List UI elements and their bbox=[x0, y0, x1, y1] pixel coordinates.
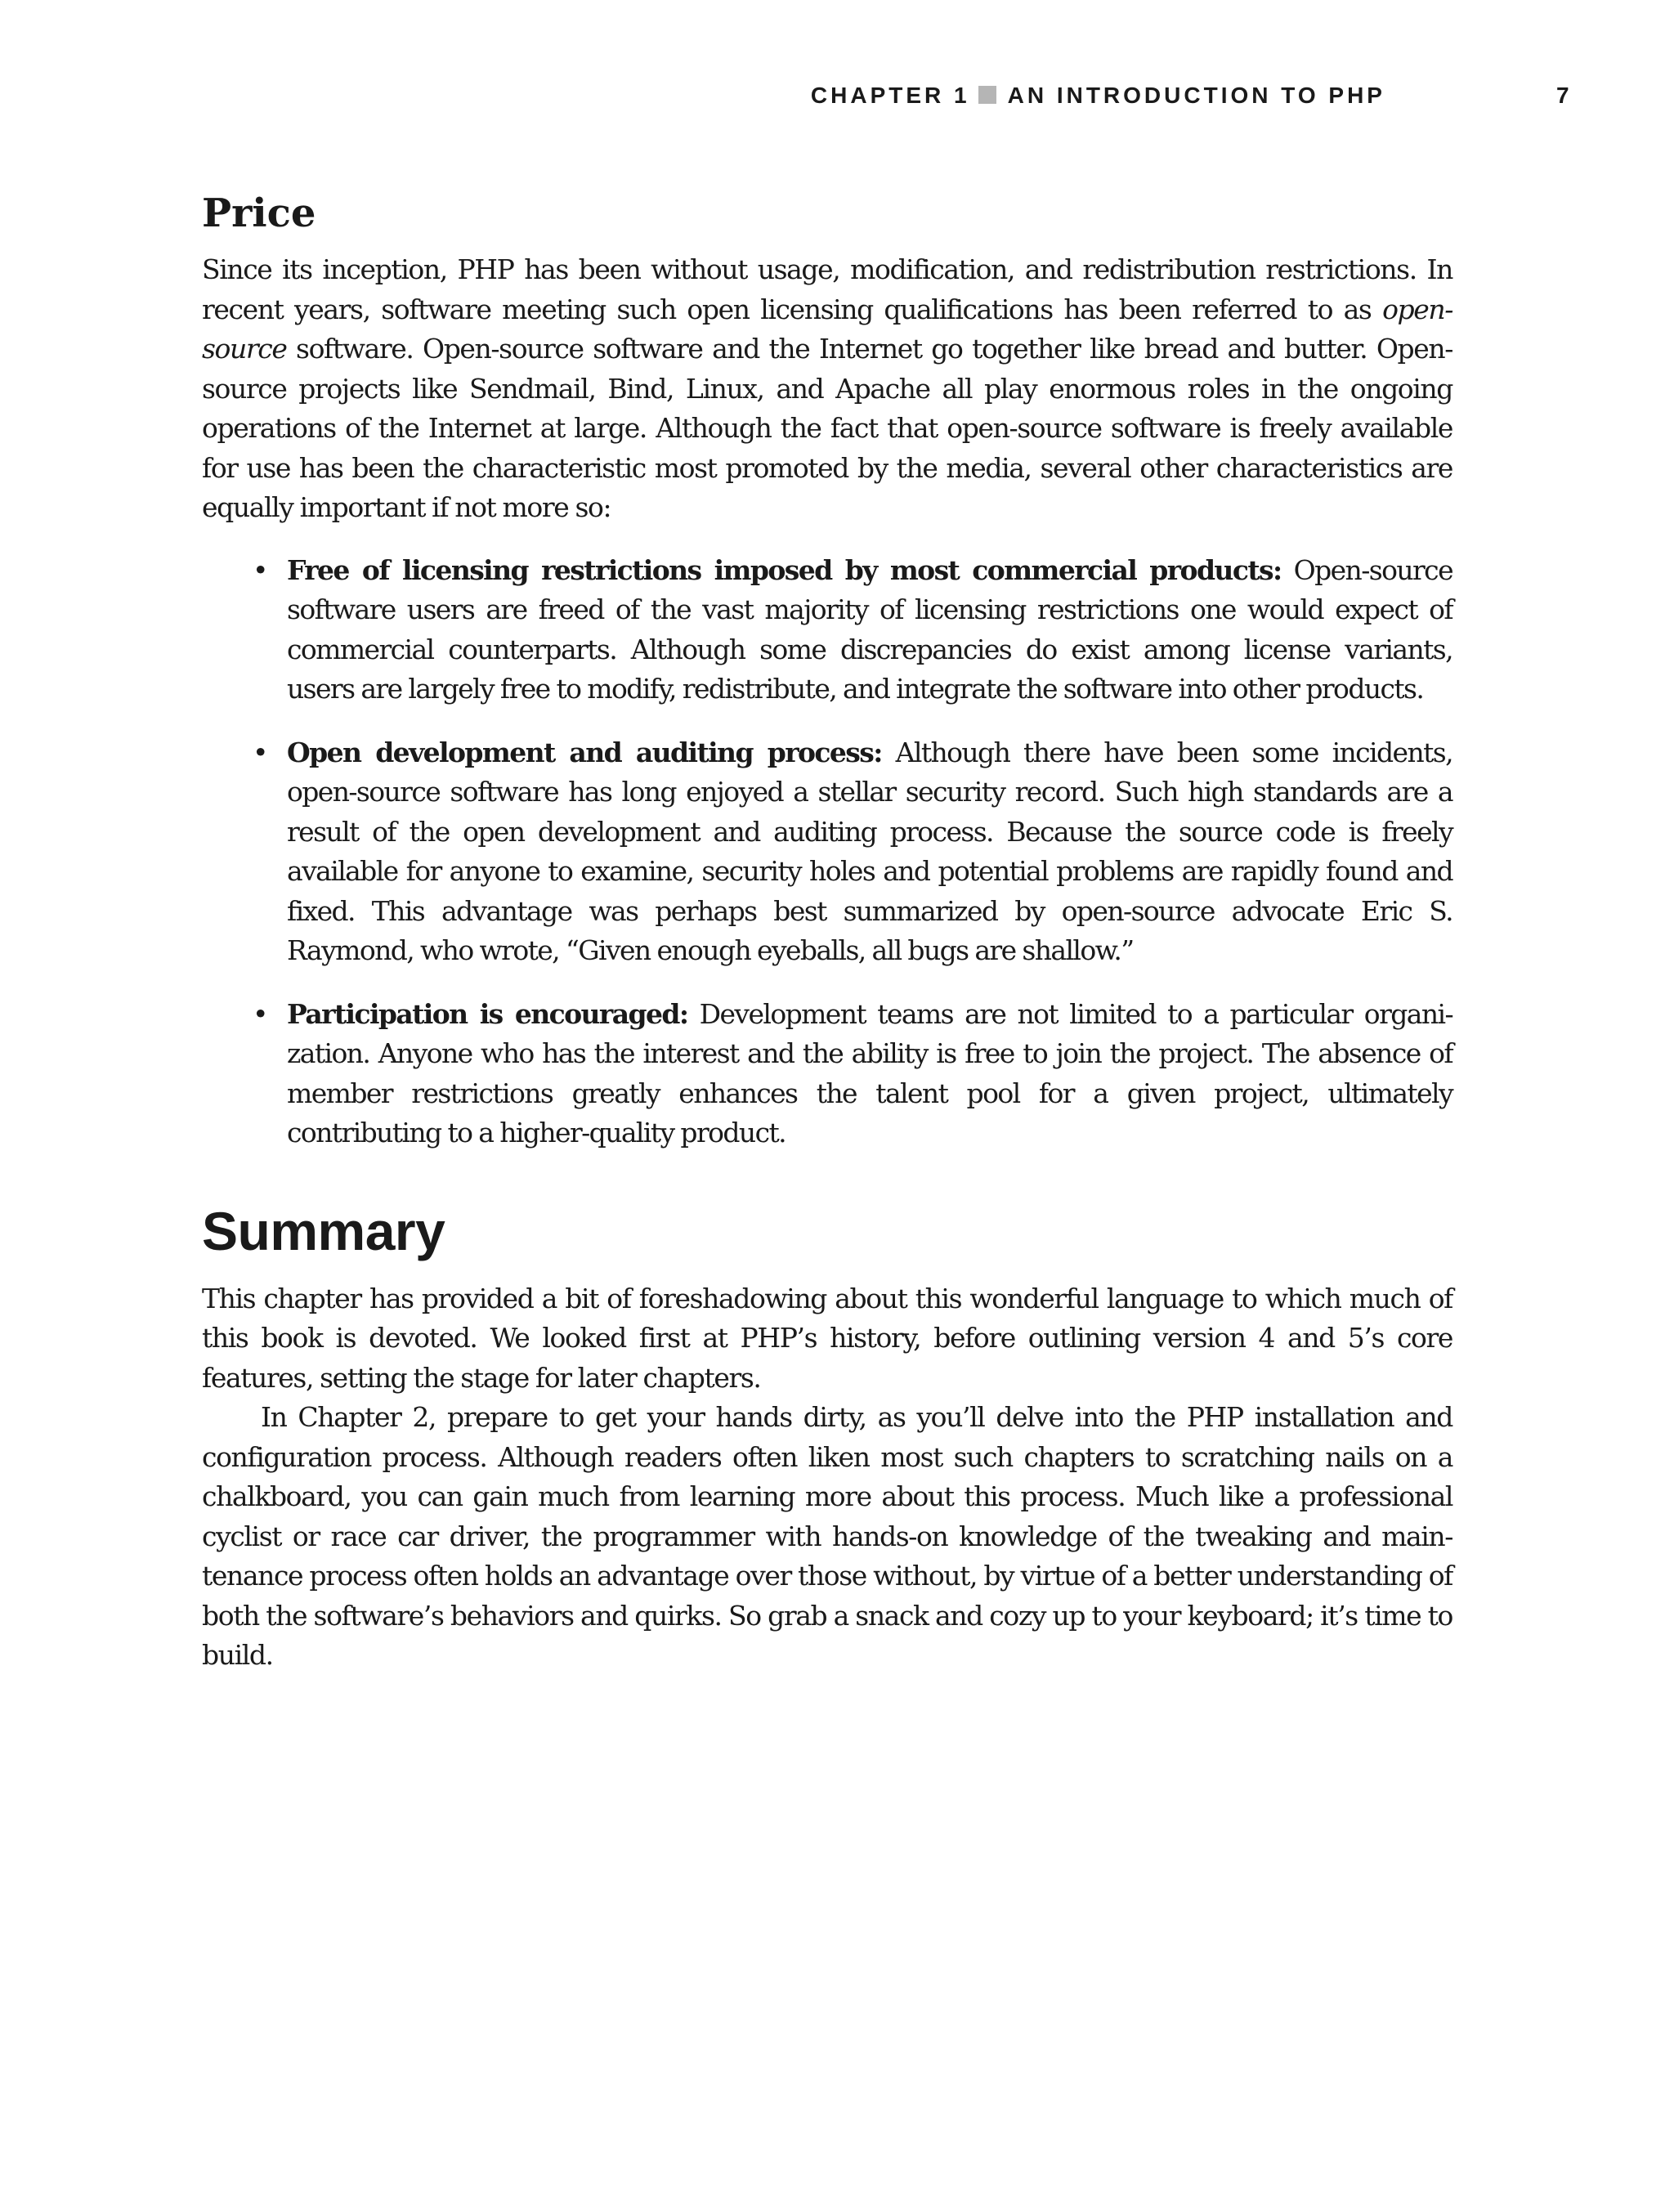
bullet-term: Free of licensing restrictions imposed by most commercial products: bbox=[287, 553, 1282, 586]
page-body bbox=[202, 185, 1452, 1676]
price-heading: Price bbox=[202, 190, 316, 236]
header-separator-square-icon bbox=[978, 86, 996, 104]
price-bullet-list bbox=[202, 551, 1452, 1153]
summary-paragraph-2: In Chapter 2, prepare to get your hands dirty, as you’ll delve into the PHP installation and configuration process. Although readers often liken most such chapters to scratching nails on a chalkboard, you can gain much from learning more about this process. Much like a professional cyclist or race car driver, the programmer with hands-on knowledge of the tweaking and main-tenance process often holds an advantage over those without, by virtue of a better understanding of both the software’s behaviors and quirks. So grab a snack and cozy up to your keyboard; it’s time to build. bbox=[202, 1401, 1452, 1671]
chapter-label: CHAPTER 1 bbox=[810, 83, 970, 108]
bullet-icon: • bbox=[253, 553, 267, 586]
bullet-text: Although there have been some incidents, open-source software has long enjoyed a stellar security record. Such high standards are a result of the open development and auditing process. Because the source code is freely available for anyone to examine, security holes and potential problems are rapidly found and fixed. This advantage was perhaps best summarized by open-source advocate Eric S. Raymond, who wrote, “Given enough eyeballs, all bugs are shallow.” bbox=[287, 736, 1453, 966]
bullet-text: Development teams are not limited to a particular organi-zation. Anyone who has the interest and the ability is free to join the project. The absence of member restrictions greatly enhances the talent pool for a given project, ultimately contributing to a higher-quality product. bbox=[287, 997, 1452, 1149]
price-intro-text-2: software. Open-source software and the Internet go together like bread and butter. Open-source projects like Sendmail, Bind, Linux, and Apache all play enormous roles in the ongoing operations of the Internet at large. Although the fact that open-source software is freely available for use has been the characteristic most promoted by the media, several other characteristics are equally important if not more so: bbox=[202, 333, 1452, 523]
summary-heading: Summary bbox=[202, 1200, 445, 1261]
summary-paragraph-1: This chapter has provided a bit of foreshadowing about this wonderful language to which much of this book is devoted. We looked first at PHP’s history, before outlining version 4 and 5’s core features, setting the stage for later chapters. bbox=[202, 1282, 1452, 1394]
bullet-term: Participation is encouraged: bbox=[287, 997, 688, 1030]
bullet-text: Open-source software users are freed of the vast majority of licensing restrictions one would expect of commercial counterparts. Although some discrepancies do exist among license variants, users are largely free to modify, redistribute, and integrate the software into other products. bbox=[287, 553, 1452, 705]
page-number: 7 bbox=[1556, 83, 1569, 108]
list-item bbox=[253, 733, 1453, 971]
price-intro-paragraph bbox=[202, 250, 1452, 528]
chapter-header bbox=[811, 83, 1385, 109]
price-intro-text-1: Since its inception, PHP has been without usage, modification, and redistribution restrictions. In recent years, software meeting such open licensing qualifications has been referred to as bbox=[202, 253, 1452, 325]
bullet-icon: • bbox=[253, 997, 267, 1030]
running-header bbox=[0, 83, 1674, 112]
list-item bbox=[253, 995, 1452, 1153]
list-item bbox=[253, 551, 1452, 710]
open-source-term: open-source bbox=[202, 293, 1452, 365]
bullet-icon: • bbox=[253, 736, 267, 768]
chapter-title: AN INTRODUCTION TO PHP bbox=[1007, 83, 1385, 108]
bullet-term: Open development and auditing process: bbox=[287, 736, 882, 768]
